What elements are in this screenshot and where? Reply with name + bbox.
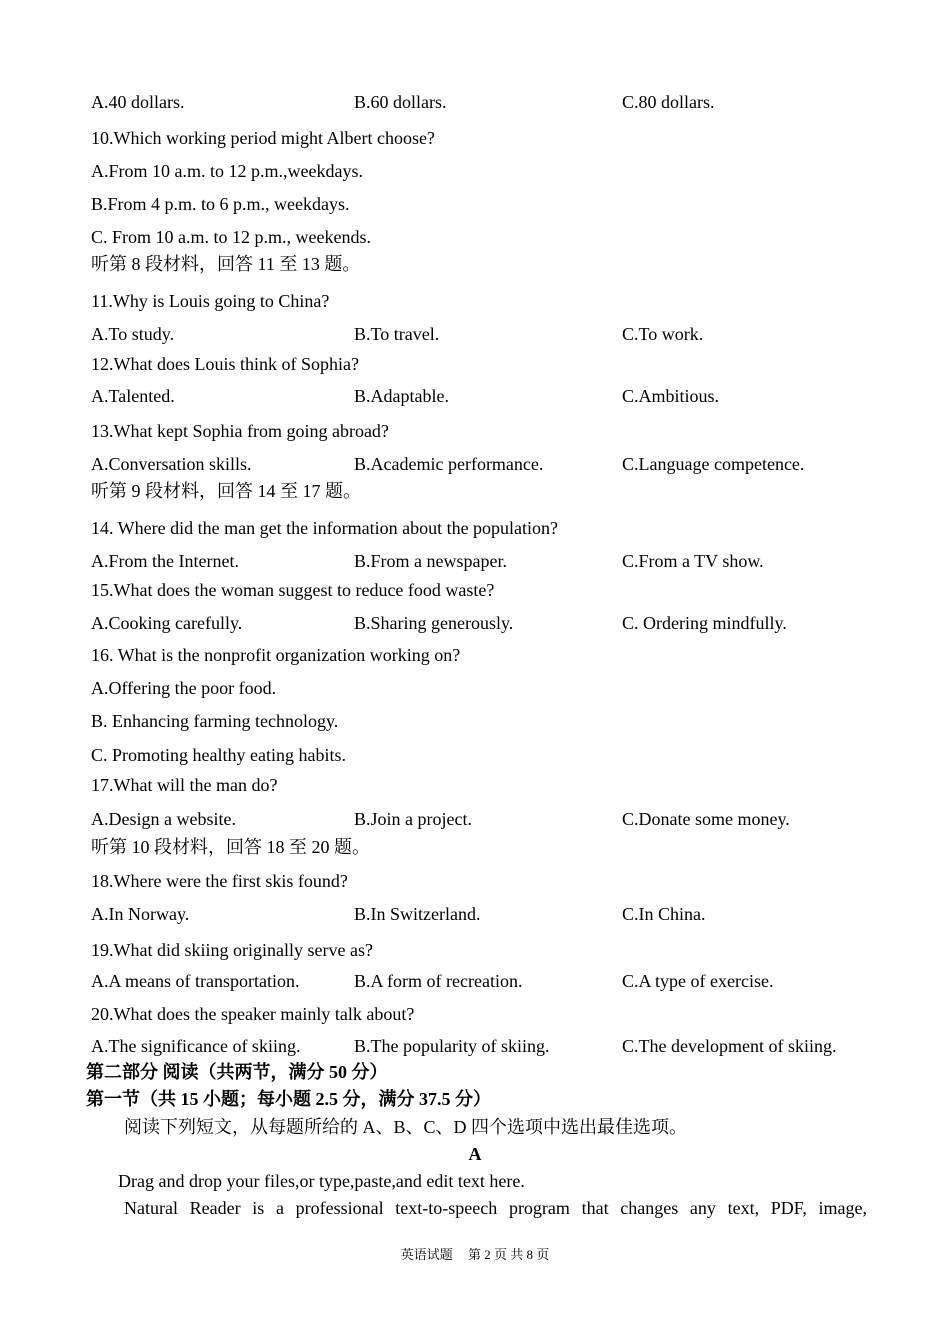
- q20-question: 20.What does the speaker mainly talk about?: [91, 1004, 415, 1024]
- q9-option-b: B.60 dollars.: [354, 92, 447, 112]
- q20-option-b: B.The popularity of skiing.: [354, 1036, 550, 1056]
- q14-option-b: B.From a newspaper.: [354, 551, 507, 571]
- q14-question: 14. Where did the man get the information about the population?: [91, 518, 559, 538]
- q19-option-a: A.A means of transportation.: [91, 971, 300, 991]
- q15-option-c: C. Ordering mindfully.: [622, 613, 787, 633]
- passage-label: A: [468, 1144, 482, 1164]
- q19-option-b: B.A form of recreation.: [354, 971, 523, 991]
- q14-option-a: A.From the Internet.: [91, 551, 239, 571]
- section-10-instruction: 听第 10 段材料，回答 18 至 20 题。: [91, 837, 370, 857]
- q18-option-a: A.In Norway.: [91, 904, 190, 924]
- q12-option-b: B.Adaptable.: [354, 386, 449, 406]
- q17-option-b: B.Join a project.: [354, 809, 472, 829]
- q18-question: 18.Where were the first skis found?: [91, 871, 348, 891]
- q20-option-c: C.The development of skiing.: [622, 1036, 837, 1056]
- section-9-instruction: 听第 9 段材料，回答 14 至 17 题。: [91, 481, 361, 501]
- part-2-heading: 第二部分 阅读（共两节，满分 50 分）: [86, 1062, 388, 1082]
- q19-option-c: C.A type of exercise.: [622, 971, 774, 991]
- q11-option-c: C.To work.: [622, 324, 704, 344]
- q15-option-a: A.Cooking carefully.: [91, 613, 243, 633]
- section-8-instruction: 听第 8 段材料，回答 11 至 13 题。: [91, 254, 361, 274]
- q10-option-b: B.From 4 p.m. to 6 p.m., weekdays.: [91, 194, 350, 214]
- q10-option-c: C. From 10 a.m. to 12 p.m., weekends.: [91, 227, 371, 247]
- passage-line-1: Drag and drop your files,or type,paste,and edit text here.: [118, 1171, 525, 1191]
- q18-option-b: B.In Switzerland.: [354, 904, 481, 924]
- q20-option-a: A.The significance of skiing.: [91, 1036, 301, 1056]
- q13-question: 13.What kept Sophia from going abroad?: [91, 421, 389, 441]
- q17-option-c: C.Donate some money.: [622, 809, 790, 829]
- q18-option-c: C.In China.: [622, 904, 706, 924]
- q16-option-c: C. Promoting healthy eating habits.: [91, 745, 346, 765]
- q11-option-a: A.To study.: [91, 324, 175, 344]
- q12-option-c: C.Ambitious.: [622, 386, 720, 406]
- q17-option-a: A.Design a website.: [91, 809, 236, 829]
- q16-question: 16. What is the nonprofit organization working on?: [91, 645, 461, 665]
- footer-subject: 英语试题: [400, 1247, 453, 1262]
- q9-option-c: C.80 dollars.: [622, 92, 715, 112]
- q17-question: 17.What will the man do?: [91, 775, 278, 795]
- q12-option-a: A.Talented.: [91, 386, 175, 406]
- page-footer: [0, 1246, 950, 1264]
- section-1-heading: 第一节（共 15 小题；每小题 2.5 分，满分 37.5 分）: [86, 1089, 491, 1109]
- footer-page-info: 第 2 页 共 8 页: [468, 1247, 550, 1262]
- q11-question: 11.Why is Louis going to China?: [91, 291, 330, 311]
- reading-instructions: 阅读下列短文，从每题所给的 A、B、C、D 四个选项中选出最佳选项。: [124, 1117, 688, 1137]
- q16-option-b: B. Enhancing farming technology.: [91, 711, 339, 731]
- q11-option-b: B.To travel.: [354, 324, 440, 344]
- q16-option-a: A.Offering the poor food.: [91, 678, 277, 698]
- passage-line-2: Natural Reader is a professional text-to-speech program that changes any text, PDF, image,: [124, 1198, 867, 1218]
- q13-option-a: A.Conversation skills.: [91, 454, 252, 474]
- q13-option-c: C.Language competence.: [622, 454, 805, 474]
- q10-option-a: A.From 10 a.m. to 12 p.m.,weekdays.: [91, 161, 363, 181]
- q15-option-b: B.Sharing generously.: [354, 613, 514, 633]
- q12-question: 12.What does Louis think of Sophia?: [91, 354, 359, 374]
- q19-question: 19.What did skiing originally serve as?: [91, 940, 373, 960]
- q10-question: 10.Which working period might Albert choose?: [91, 128, 435, 148]
- q9-option-a: A.40 dollars.: [91, 92, 185, 112]
- q13-option-b: B.Academic performance.: [354, 454, 544, 474]
- q14-option-c: C.From a TV show.: [622, 551, 764, 571]
- q15-question: 15.What does the woman suggest to reduce food waste?: [91, 580, 495, 600]
